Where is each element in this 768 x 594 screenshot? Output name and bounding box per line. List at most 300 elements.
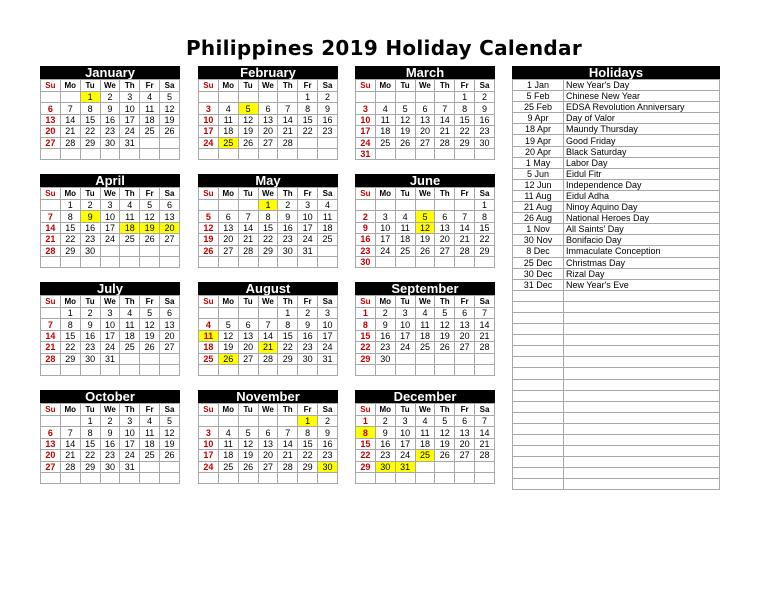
day-cell: 23 xyxy=(278,234,298,245)
day-cell: 27 xyxy=(160,342,180,353)
week-row xyxy=(356,103,495,114)
day-header: Tu xyxy=(80,296,100,308)
empty-cell xyxy=(278,364,298,375)
day-cell: 23 xyxy=(375,342,395,353)
month-name: June xyxy=(355,174,495,187)
empty-cell xyxy=(140,137,160,148)
day-cell: 23 xyxy=(298,342,318,353)
empty-cell xyxy=(41,364,61,375)
day-cell: 22 xyxy=(80,450,100,461)
day-cell: 31 xyxy=(395,461,415,472)
day-cell: 26 xyxy=(435,450,455,461)
week-row xyxy=(199,427,338,438)
day-cell: 16 xyxy=(318,114,338,125)
day-cell: 13 xyxy=(160,319,180,330)
empty-cell xyxy=(218,472,238,483)
empty-cell xyxy=(160,137,180,148)
empty-cell xyxy=(415,200,435,211)
day-cell: 15 xyxy=(80,114,100,125)
day-cell: 3 xyxy=(375,211,395,222)
month-september xyxy=(355,282,495,376)
day-cell: 16 xyxy=(298,330,318,341)
day-header: We xyxy=(100,296,120,308)
week-row xyxy=(41,364,180,375)
day-cell: 1 xyxy=(80,416,100,427)
week-row xyxy=(41,114,180,125)
day-cell: 14 xyxy=(278,114,298,125)
day-cell: 3 xyxy=(100,200,120,211)
empty-cell xyxy=(435,364,455,375)
day-cell: 3 xyxy=(120,92,140,103)
holiday-date xyxy=(513,423,564,434)
day-cell: 27 xyxy=(41,137,61,148)
day-cell: 11 xyxy=(140,103,160,114)
day-cell: 20 xyxy=(160,222,180,233)
day-cell: 25 xyxy=(218,461,238,472)
empty-cell xyxy=(395,256,415,267)
empty-row xyxy=(513,346,720,357)
empty-cell xyxy=(41,200,61,211)
week-row xyxy=(41,92,180,103)
day-header: We xyxy=(258,188,278,200)
day-cell: 13 xyxy=(455,319,475,330)
empty-cell xyxy=(140,148,160,159)
day-cell: 2 xyxy=(80,308,100,319)
empty-row xyxy=(513,379,720,390)
month-name: September xyxy=(355,282,495,295)
day-cell: 21 xyxy=(278,450,298,461)
empty-cell xyxy=(278,416,298,427)
week-row xyxy=(41,256,180,267)
day-cell: 8 xyxy=(298,427,318,438)
day-cell: 12 xyxy=(395,114,415,125)
day-cell: 26 xyxy=(218,353,238,364)
day-cell: 5 xyxy=(238,103,258,114)
day-cell: 19 xyxy=(140,222,160,233)
empty-cell xyxy=(318,256,338,267)
day-cell: 10 xyxy=(356,114,376,125)
empty-cell xyxy=(60,256,80,267)
day-cell: 27 xyxy=(415,137,435,148)
day-cell: 18 xyxy=(218,126,238,137)
day-cell: 19 xyxy=(435,438,455,449)
day-cell: 26 xyxy=(160,450,180,461)
week-row xyxy=(41,126,180,137)
holiday-date: 9 Apr xyxy=(513,113,564,124)
empty-cell xyxy=(60,148,80,159)
day-header: Th xyxy=(120,296,140,308)
day-cell: 22 xyxy=(298,450,318,461)
day-cell: 12 xyxy=(238,114,258,125)
day-cell: 17 xyxy=(199,126,219,137)
holiday-name: Ninoy Aquino Day xyxy=(564,202,720,213)
empty-cell xyxy=(218,256,238,267)
day-header: Tu xyxy=(395,404,415,416)
holiday-date xyxy=(513,312,564,323)
day-cell: 31 xyxy=(298,245,318,256)
empty-cell xyxy=(435,256,455,267)
day-cell: 22 xyxy=(60,234,80,245)
week-row xyxy=(41,211,180,222)
holiday-date xyxy=(513,479,564,490)
holiday-name xyxy=(564,346,720,357)
week-row xyxy=(41,200,180,211)
week-row xyxy=(199,308,338,319)
day-cell: 11 xyxy=(318,211,338,222)
day-cell: 17 xyxy=(100,330,120,341)
empty-cell xyxy=(238,256,258,267)
week-row xyxy=(356,427,495,438)
day-cell: 25 xyxy=(120,342,140,353)
holidays-title: Holidays xyxy=(512,66,720,79)
month-name: December xyxy=(355,390,495,403)
day-cell: 1 xyxy=(455,92,475,103)
day-header: Tu xyxy=(80,404,100,416)
day-cell: 27 xyxy=(258,137,278,148)
day-cell: 9 xyxy=(318,427,338,438)
holiday-row xyxy=(513,135,720,146)
day-header: Sa xyxy=(318,404,338,416)
day-header: Mo xyxy=(218,404,238,416)
empty-cell xyxy=(160,461,180,472)
empty-cell xyxy=(278,472,298,483)
day-cell: 18 xyxy=(120,330,140,341)
month-february xyxy=(198,66,338,160)
empty-cell xyxy=(140,461,160,472)
day-cell: 6 xyxy=(41,427,61,438)
empty-cell xyxy=(258,364,278,375)
day-cell: 22 xyxy=(80,126,100,137)
day-cell: 31 xyxy=(120,137,140,148)
empty-cell xyxy=(375,92,395,103)
holiday-date xyxy=(513,301,564,312)
day-header: Su xyxy=(356,296,376,308)
day-cell: 3 xyxy=(199,427,219,438)
day-cell: 14 xyxy=(455,222,475,233)
day-cell: 19 xyxy=(160,114,180,125)
day-cell: 18 xyxy=(415,438,435,449)
day-cell: 28 xyxy=(41,245,61,256)
day-cell: 4 xyxy=(375,103,395,114)
day-cell: 15 xyxy=(60,222,80,233)
month-table xyxy=(198,187,338,268)
day-cell: 20 xyxy=(41,450,61,461)
day-cell: 22 xyxy=(475,234,495,245)
week-row xyxy=(199,319,338,330)
holiday-name xyxy=(564,479,720,490)
week-row xyxy=(356,461,495,472)
day-cell: 25 xyxy=(140,126,160,137)
day-cell: 15 xyxy=(356,438,376,449)
day-cell: 9 xyxy=(318,103,338,114)
day-cell: 22 xyxy=(455,126,475,137)
day-cell: 23 xyxy=(356,245,376,256)
empty-cell xyxy=(475,148,495,159)
empty-row xyxy=(513,435,720,446)
empty-row xyxy=(513,335,720,346)
empty-cell xyxy=(475,256,495,267)
day-cell: 3 xyxy=(199,103,219,114)
month-march xyxy=(355,66,495,160)
holiday-row xyxy=(513,146,720,157)
week-row xyxy=(199,211,338,222)
day-cell: 14 xyxy=(278,438,298,449)
empty-cell xyxy=(60,364,80,375)
holiday-row xyxy=(513,190,720,201)
week-row xyxy=(356,308,495,319)
day-cell: 9 xyxy=(356,222,376,233)
day-cell: 15 xyxy=(278,330,298,341)
day-cell: 27 xyxy=(455,450,475,461)
day-cell: 11 xyxy=(218,438,238,449)
empty-cell xyxy=(80,472,100,483)
day-cell: 9 xyxy=(375,427,395,438)
day-header: Su xyxy=(41,404,61,416)
month-name: August xyxy=(198,282,338,295)
day-cell: 25 xyxy=(140,450,160,461)
empty-cell xyxy=(60,416,80,427)
holiday-name: New Year's Day xyxy=(564,80,720,91)
day-cell: 17 xyxy=(100,222,120,233)
day-cell: 7 xyxy=(278,427,298,438)
day-cell: 24 xyxy=(199,137,219,148)
empty-row xyxy=(513,423,720,434)
week-row xyxy=(199,92,338,103)
day-cell: 29 xyxy=(356,353,376,364)
day-header: Sa xyxy=(160,404,180,416)
holiday-date: 1 Jan xyxy=(513,80,564,91)
empty-row xyxy=(513,412,720,423)
day-cell: 19 xyxy=(218,342,238,353)
week-row xyxy=(41,330,180,341)
holiday-name: Independence Day xyxy=(564,179,720,190)
day-cell: 12 xyxy=(140,211,160,222)
day-cell: 15 xyxy=(298,438,318,449)
day-cell: 17 xyxy=(318,330,338,341)
day-cell: 29 xyxy=(258,245,278,256)
day-cell: 28 xyxy=(41,353,61,364)
day-cell: 30 xyxy=(80,245,100,256)
day-cell: 22 xyxy=(356,450,376,461)
empty-cell xyxy=(375,472,395,483)
day-cell: 8 xyxy=(258,211,278,222)
holiday-date: 30 Dec xyxy=(513,268,564,279)
week-row xyxy=(199,353,338,364)
day-cell: 16 xyxy=(80,222,100,233)
day-cell: 1 xyxy=(356,416,376,427)
holiday-date: 30 Nov xyxy=(513,235,564,246)
day-cell: 30 xyxy=(318,461,338,472)
day-cell: 1 xyxy=(298,92,318,103)
holiday-date: 11 Aug xyxy=(513,190,564,201)
month-name: March xyxy=(355,66,495,79)
day-cell: 21 xyxy=(41,234,61,245)
empty-cell xyxy=(435,472,455,483)
empty-cell xyxy=(238,92,258,103)
day-cell: 26 xyxy=(395,137,415,148)
day-header: Fr xyxy=(455,80,475,92)
day-cell: 16 xyxy=(318,438,338,449)
empty-cell xyxy=(298,137,318,148)
day-header: Mo xyxy=(60,404,80,416)
empty-cell xyxy=(140,364,160,375)
holiday-name: Chinese New Year xyxy=(564,91,720,102)
day-cell: 1 xyxy=(475,200,495,211)
empty-cell xyxy=(318,472,338,483)
day-cell: 16 xyxy=(356,234,376,245)
day-cell: 6 xyxy=(41,103,61,114)
day-cell: 28 xyxy=(278,461,298,472)
day-cell: 21 xyxy=(475,438,495,449)
holiday-row xyxy=(513,257,720,268)
day-header: Th xyxy=(278,80,298,92)
day-cell: 10 xyxy=(318,319,338,330)
holiday-name: Maundy Thursday xyxy=(564,124,720,135)
day-cell: 30 xyxy=(375,353,395,364)
empty-cell xyxy=(455,472,475,483)
day-cell: 5 xyxy=(415,211,435,222)
day-cell: 9 xyxy=(80,319,100,330)
week-row xyxy=(41,148,180,159)
week-row xyxy=(199,200,338,211)
month-october xyxy=(40,390,180,484)
day-header: Mo xyxy=(60,80,80,92)
day-header: Fr xyxy=(140,80,160,92)
day-cell: 2 xyxy=(475,92,495,103)
day-cell: 23 xyxy=(100,126,120,137)
empty-cell xyxy=(356,472,376,483)
empty-cell xyxy=(160,364,180,375)
month-table xyxy=(40,187,180,268)
day-cell: 12 xyxy=(435,319,455,330)
holiday-row xyxy=(513,235,720,246)
day-cell: 24 xyxy=(356,137,376,148)
empty-cell xyxy=(41,416,61,427)
day-cell: 4 xyxy=(199,319,219,330)
week-row xyxy=(199,416,338,427)
week-row xyxy=(41,137,180,148)
day-header: Su xyxy=(199,404,219,416)
day-cell: 12 xyxy=(140,319,160,330)
holiday-date: 1 May xyxy=(513,157,564,168)
day-cell: 10 xyxy=(120,103,140,114)
empty-cell xyxy=(140,472,160,483)
empty-cell xyxy=(199,472,219,483)
day-cell: 4 xyxy=(218,427,238,438)
day-cell: 17 xyxy=(356,126,376,137)
empty-cell xyxy=(41,256,61,267)
day-cell: 8 xyxy=(80,427,100,438)
empty-cell xyxy=(258,256,278,267)
day-cell: 18 xyxy=(415,330,435,341)
day-header: Mo xyxy=(218,296,238,308)
holiday-row xyxy=(513,91,720,102)
holiday-date xyxy=(513,324,564,335)
week-row xyxy=(41,427,180,438)
day-cell: 7 xyxy=(238,211,258,222)
week-row xyxy=(356,211,495,222)
day-cell: 7 xyxy=(60,103,80,114)
week-row xyxy=(41,342,180,353)
empty-cell xyxy=(278,256,298,267)
day-cell: 16 xyxy=(100,438,120,449)
day-cell: 15 xyxy=(356,330,376,341)
day-cell: 27 xyxy=(258,461,278,472)
day-cell: 3 xyxy=(318,308,338,319)
day-cell: 1 xyxy=(356,308,376,319)
day-cell: 23 xyxy=(80,234,100,245)
day-cell: 24 xyxy=(395,450,415,461)
empty-cell xyxy=(395,472,415,483)
holiday-date xyxy=(513,435,564,446)
day-cell: 12 xyxy=(415,222,435,233)
week-row xyxy=(41,234,180,245)
day-cell: 9 xyxy=(375,319,395,330)
day-cell: 11 xyxy=(218,114,238,125)
day-cell: 16 xyxy=(80,330,100,341)
day-cell: 10 xyxy=(199,438,219,449)
day-cell: 1 xyxy=(80,92,100,103)
empty-row xyxy=(513,357,720,368)
week-row xyxy=(356,256,495,267)
empty-cell xyxy=(238,416,258,427)
month-name: October xyxy=(40,390,180,403)
empty-cell xyxy=(415,148,435,159)
empty-cell xyxy=(100,472,120,483)
day-cell: 11 xyxy=(415,427,435,438)
day-cell: 6 xyxy=(258,103,278,114)
day-cell: 6 xyxy=(258,427,278,438)
day-cell: 8 xyxy=(298,103,318,114)
week-row xyxy=(356,126,495,137)
empty-cell xyxy=(238,148,258,159)
month-table xyxy=(355,403,495,484)
day-cell: 26 xyxy=(199,245,219,256)
day-cell: 14 xyxy=(258,330,278,341)
empty-cell xyxy=(415,364,435,375)
empty-cell xyxy=(199,416,219,427)
empty-cell xyxy=(199,200,219,211)
day-cell: 31 xyxy=(356,148,376,159)
day-cell: 29 xyxy=(455,137,475,148)
day-cell: 28 xyxy=(60,137,80,148)
day-cell: 31 xyxy=(318,353,338,364)
day-cell: 4 xyxy=(120,200,140,211)
day-cell: 30 xyxy=(100,137,120,148)
day-cell: 2 xyxy=(375,308,395,319)
day-header: Sa xyxy=(160,296,180,308)
day-cell: 2 xyxy=(356,211,376,222)
day-cell: 12 xyxy=(160,103,180,114)
day-cell: 18 xyxy=(120,222,140,233)
holiday-name xyxy=(564,468,720,479)
day-header: Sa xyxy=(318,80,338,92)
holiday-date xyxy=(513,346,564,357)
day-cell: 10 xyxy=(120,427,140,438)
day-cell: 21 xyxy=(41,342,61,353)
day-cell: 14 xyxy=(60,438,80,449)
month-table xyxy=(355,79,495,160)
day-cell: 19 xyxy=(415,234,435,245)
day-cell: 2 xyxy=(318,416,338,427)
empty-cell xyxy=(395,148,415,159)
holiday-name xyxy=(564,435,720,446)
holiday-row xyxy=(513,213,720,224)
month-january xyxy=(40,66,180,160)
day-cell: 28 xyxy=(258,353,278,364)
month-table xyxy=(355,295,495,376)
empty-cell xyxy=(160,353,180,364)
